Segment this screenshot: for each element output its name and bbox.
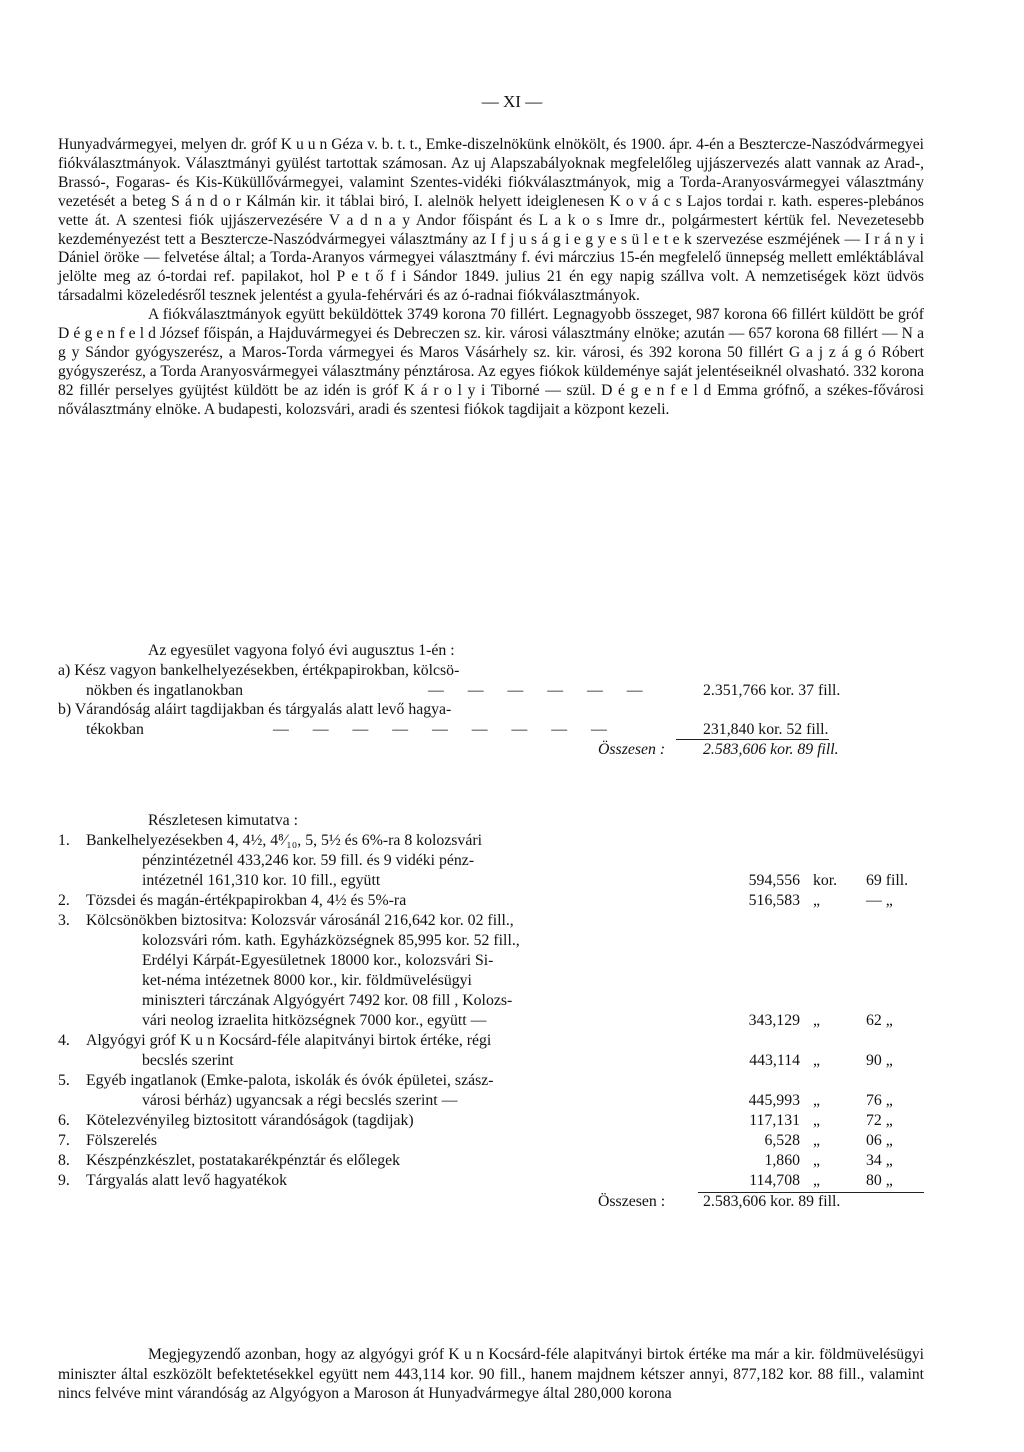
assets-a-amount: 2.351,766 kor. 37 fill. — [703, 681, 841, 699]
items-container — [58, 832, 924, 1192]
list-item-line — [58, 972, 924, 992]
detailed-list — [58, 812, 924, 1213]
list-item-line — [58, 872, 924, 892]
item-amount: 343,129 — [748, 1012, 800, 1029]
assets-b-amount: 231,840 kor. 52 fill. — [676, 721, 829, 740]
item-amount: 117,131 — [749, 1112, 800, 1129]
item-unit: kor. — [813, 872, 838, 889]
item-amount: 443,114 — [749, 1052, 800, 1069]
item-number: 3. — [58, 912, 70, 929]
list-item-line — [58, 1072, 924, 1092]
list-item-line — [58, 1112, 924, 1132]
assets-a-line2 — [58, 682, 924, 702]
page-number: — XI — — [481, 92, 543, 111]
item-text: Tözsdei és magán-értékpapirokban 4, 4½ és 5%-ra — [86, 892, 407, 909]
item-amount: 594,556 — [748, 872, 800, 889]
item-text: Erdélyi Kárpát-Egyesületnek 18000 kor., kolozsvári Si- — [142, 952, 494, 969]
item-fill: 90 „ — [866, 1052, 893, 1069]
item-text: Algyógyi gróf K u n Kocsárd-féle alapitványi birtok értéke, régi — [86, 1032, 492, 1049]
list-item-line — [58, 832, 924, 852]
list-item-line — [58, 1092, 924, 1112]
item-amount: 114,708 — [749, 1172, 800, 1189]
assets-total-label: Összesen : — [598, 740, 666, 758]
assets-summary — [58, 642, 924, 761]
item-unit: „ — [813, 1012, 821, 1029]
item-amount: 445,993 — [748, 1092, 800, 1109]
list-item-line — [58, 932, 924, 952]
assets-b-line2 — [58, 721, 924, 741]
item-amount: 6,528 — [764, 1132, 800, 1149]
item-number: 7. — [58, 1132, 70, 1149]
item-number: 9. — [58, 1172, 70, 1189]
assets-heading: Az egyesület vagyona folyó évi augusztus 1-én : — [148, 642, 455, 659]
list-item-line — [58, 992, 924, 1012]
paragraph-2: A fiókválasztmányok együtt beküldöttek 3749 korona 70 fillért. Legnagyobb összeget, 987 korona 66 fillért küldött be gróf D é g e n f e l d József főispán, a Hajduvármegyei és Debreczen sz. kir. városi választmány elnöke; azután — 657 korona 68 fillért — N a g y Sándor gyógyszerész, a Maros-Torda vármegyei és Maros Vásárhely sz. kir. városi, és 392 korona 50 fillért G a j z á g ó Róbert gyógyszerész, a Torda Aranyosvármegyei választmány pénztárosa. Az egyes fiókok küldeménye saját jelentéseiknél olvasható. 332 korona 82 fillér perselyes gyüjtést küldött be az idén is gróf K á r o l y i Tiborné — szül. D é g e n f e l d Emma grófnő, a székes-fővárosi nőválasztmány elnöke. A budapesti, kolozsvári, aradi és szentesi fiókok tagdijait a központ kezeli. — [58, 306, 924, 418]
item-number: 1. — [58, 832, 70, 849]
item-text: kolozsvári róm. kath. Egyházközségnek 85,995 kor. 52 fill., — [142, 932, 520, 949]
item-text: városi bérház) ugyancsak a régi becslés szerint — — [142, 1092, 458, 1109]
item-number: 2. — [58, 892, 70, 909]
item-number: 5. — [58, 1072, 70, 1089]
leader-dashes: — — — — — — — — — — [273, 721, 617, 739]
item-fill: 69 fill. — [866, 872, 909, 889]
assets-b-text: tékokban — [86, 721, 144, 739]
list-item-line — [58, 852, 924, 872]
list-item-line — [58, 892, 924, 912]
list-total-label: Összesen : — [598, 1193, 666, 1210]
item-text: Tárgyalás alatt levő hagyatékok — [86, 1172, 288, 1189]
list-item-line — [58, 952, 924, 972]
leader-dashes: — — — — — — — [428, 681, 653, 699]
item-text: Egyéb ingatlanok (Emke-palota, iskolák és óvók épületei, szász- — [86, 1072, 494, 1089]
item-text: pénzintézetnél 433,246 kor. 59 fill. és 9 vidéki pénz- — [142, 852, 475, 869]
intro-text — [58, 136, 924, 420]
item-fill: 06 „ — [866, 1132, 893, 1149]
item-unit: „ — [813, 1052, 821, 1069]
footer-paragraph: Megjegyzendő azonban, hogy az algyógyi gróf K u n Kocsárd-féle alapitványi birtok értéke ma már a kir. földmüvelésügyi miniszter által eszközölt befektetésekkel együtt nem 443,114 kor. 90 fill., hanem majdnem kétszer annyi, 877,182 kor. 88 fill., valamint nincs felvéve mint várandóság az Algyógyon a Maroson át Hunyadvármegye által 280,000 korona — [58, 1346, 924, 1402]
assets-total — [58, 741, 924, 761]
item-text: Bankelhelyezésekben 4, 4½, 4⁸⁄₁₀, 5, 5½ és 6%-ra 8 kolozsvári — [86, 832, 482, 849]
list-item-line — [58, 912, 924, 932]
list-item-line — [58, 1172, 924, 1192]
item-fill: 80 „ — [866, 1172, 893, 1189]
item-amount: 516,583 — [748, 892, 800, 909]
item-unit: „ — [813, 1092, 821, 1109]
list-total — [58, 1193, 924, 1213]
item-text: miniszteri tárczának Algyógyért 7492 kor. 08 fill , Kolozs- — [142, 992, 513, 1009]
paragraph-1: Hunyadvármegyei, melyen dr. gróf K u u n Géza v. b. t. t., Emke-diszelnökünk elnökölt, és 1900. ápr. 4-én a Beszterczе-Naszódvármegyei fiókválasztmányok. Választmányi gyülést tartottak számosan. Az uj Alapszabályoknak megfelelőleg ujjászervezés alatt vannak az Arad-, Brassó-, Fogaras- és Kis-Küküllővármegyei, valamint Szentes-vidéki fiókválasztmányok, mig a Torda-Aranyosvármegyei választmány vezetését a beteg S á n d o r Kálmán kir. it táblai biró, I. alelnök helyett ideiglenesen K o v á c s Lajos tordai r. kath. esperes-plebános vette át. A szentesi fiók ujjászervezésére V a d n a y Andor főispánt és L a k o s Imre dr., polgármestert kértük fel. Nevezetesebb kezdeményezést tett a Beszterczе-Naszódvármegyei választmány az I f j u s á g i e g y e s ü l e t e k szervezése eszméjének — I r á n y i Dániel örökе — felvetése által; a Torda-Aranyos vármegyei választmány f. évi márczius 15-én megfelelő ünnepség mellett emléktáblával jelölte meg az ó-tordai ref. papilakot, hol P e t ő f i Sándor 1849. julius 21 én egy napig szállva volt. A nemzetiségek közt üdvös társadalmi közeledésről tesznek jelentést a gyula-fehérvári és az ó-radnai fiókválasztmányok. — [58, 136, 924, 305]
item-fill: 34 „ — [866, 1152, 893, 1169]
item-fill: 62 „ — [866, 1012, 893, 1029]
item-unit: „ — [813, 892, 821, 909]
assets-a-text: nökben és ingatlanokban — [86, 681, 244, 699]
item-unit: „ — [813, 1172, 821, 1189]
footer-text — [58, 1345, 924, 1404]
item-fill: 72 „ — [866, 1112, 893, 1129]
assets-a-line1: a) Kész vagyon bankelhelyezésekben, értékpapirokban, kölcsö- — [58, 661, 460, 679]
list-item-line — [58, 1052, 924, 1072]
list-total-amount: 2.583,606 kor. 89 fill. — [703, 1193, 841, 1210]
list-item-line — [58, 1012, 924, 1032]
item-amount: 1,860 — [764, 1152, 800, 1169]
item-text: intézetnél 161,310 kor. 10 fill., együtt — [142, 872, 381, 889]
item-text: becslés szerint — [142, 1052, 234, 1069]
item-fill: 76 „ — [866, 1092, 893, 1109]
assets-b-line1: b) Várandóság aláirt tagdijakban és tárgyalás alatt levő hagya- — [58, 701, 452, 719]
item-unit: „ — [813, 1132, 821, 1149]
assets-total-amount: 2.583,606 kor. 89 fill. — [703, 740, 839, 758]
item-number: 6. — [58, 1112, 70, 1129]
item-number: 8. — [58, 1152, 70, 1169]
item-text: Készpénzkészlet, postatakarékpénztár és előlegek — [86, 1152, 401, 1169]
item-number: 4. — [58, 1032, 70, 1049]
list-item-line — [58, 1132, 924, 1152]
item-text: Fölszerelés — [86, 1132, 158, 1149]
item-text: Kölcsönökben biztositva: Kolozsvár városánál 216,642 kor. 02 fill., — [86, 912, 514, 929]
list-item-line — [58, 1032, 924, 1052]
item-unit: „ — [813, 1112, 821, 1129]
list-item-line — [58, 1152, 924, 1172]
item-unit: „ — [813, 1152, 821, 1169]
item-text: vári neolog izraelita hitközségnek 7000 kor., együtt — — [142, 1012, 487, 1029]
detail-heading: Részletesen kimutatva : — [148, 812, 299, 829]
item-fill: — „ — [866, 892, 893, 909]
item-text: ket-néma intézetnek 8000 kor., kir. földmüvelésügyi — [142, 972, 472, 989]
item-text: Kötelezvényileg biztositott várandóságok (tagdijak) — [86, 1112, 414, 1129]
